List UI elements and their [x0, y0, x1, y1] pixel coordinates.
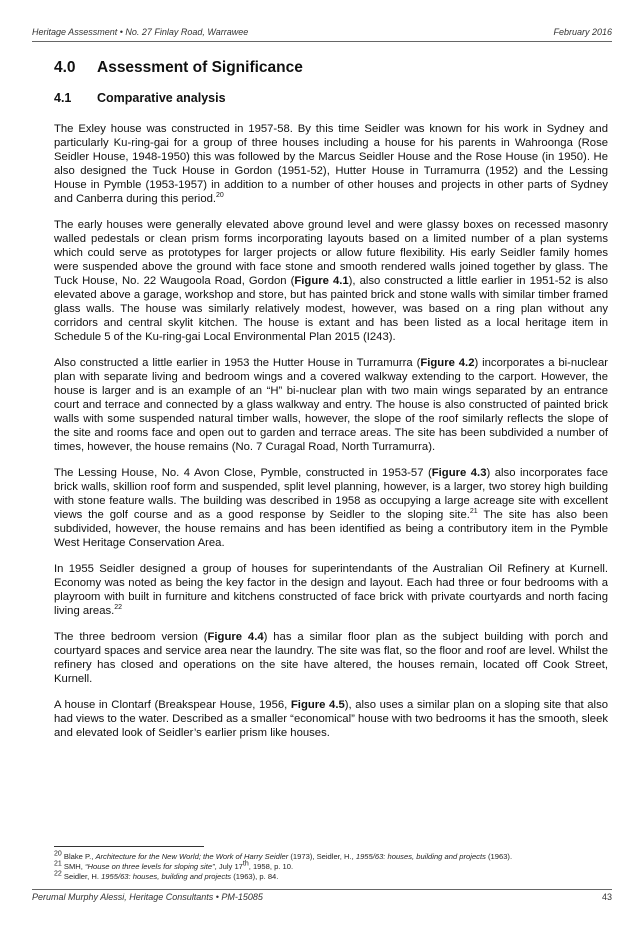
body-text: [54, 122, 608, 752]
footnote-21: $^{21}$ SMH, “House on three levels for sloping site”, July 17th, 1958, p. 10.: [54, 860, 294, 871]
footnote-ref-22: 22: [114, 604, 123, 612]
footnote-20: $^{20}$ Blake P., Architecture for the New World; the Work of Harry Seidler (1973), Seidler, H., 1955/63: houses, building and projects (1963).: [54, 850, 513, 861]
footnote-divider: [54, 846, 204, 847]
header-date: February 2016: [553, 27, 612, 37]
header-title: Heritage Assessment • No. 27 Finlay Road, Warrawee: [32, 27, 249, 37]
subsection-number: 4.1: [54, 91, 72, 105]
paragraph-4: The Lessing House, No. 4 Avon Close, Pymble, constructed in 1953-57 (Figure 4.3) also incorporates face brick walls, skillion roof form and suspended, split level planning, however, is a larger, two storey high building with stone feature walls. The building was described in 1958 as occupying a large acreage site with excellent views the golf course and as a good response by Seidler to the sloping site.$^{21}$ The site has also been subdivided, however, the house remains and has been identified as being a contributory item in the Pymble West Heritage Conservation Area.: [54, 467, 609, 549]
paragraph-3: Also constructed a little earlier in 1953 the Hutter House in Turramurra (Figure 4.2) incorporates a bi-nuclear plan with separate living and bedroom wings and a covered walkway extending to the carport. However, the house is larger and is an example of an “H” bi-nuclear plan with two main wings separated by an entrance court and terrace and connected by a glass walkway and entry. The house is also constructed of painted brick walls with some suspended natural timber walls, however, the slope of the roof similarly reflects the slope of the site and rooms face and open out to garden and terrace areas. The site has been subdivided a number of times, however, the house remains (No. 7 Curagal Road, North Turramurra).: [54, 357, 608, 453]
subsection-heading: [54, 91, 226, 105]
footer-consultant: Perumal Murphy Alessi, Heritage Consultants • PM-15085: [32, 892, 263, 902]
page-number: 43: [601, 892, 612, 902]
footnote-ref-21: 21: [469, 508, 478, 516]
page-footer: [32, 889, 612, 906]
paragraph-5: In 1955 Seidler designed a group of houses for superintendants of the Australian Oil Refinery at Kurnell. Economy was noted as being the key factor in the design and layout. Each had three or four bedrooms with a playroom with built in furniture and kitchens constructed of face brick with private courtyards and north facing living areas.$^{22}$: [54, 563, 608, 617]
section-number: 4.0: [54, 59, 76, 76]
paragraph-7: A house in Clontarf (Breakspear House, 1956, Figure 4.5), also uses a similar plan on a sloping site that also had views to the water. Described as a smaller “economical” house with two bedrooms it has the smooth, sleek and elevated look of Seidler’s earlier prism like houses.: [54, 699, 608, 739]
figure-ref-4-1: Figure 4.1: [294, 275, 349, 287]
footnotes: [54, 852, 614, 882]
section-heading: [54, 59, 303, 77]
paragraph-6: The three bedroom version (Figure 4.4) has a similar floor plan as the subject building with porch and courtyard spaces and service area near the laundry. The site was flat, so the floor and roof are level. Whilst the refinery has closed and operations on the site have altered, the houses remain, located off Cook Street, Kurnell.: [54, 631, 608, 685]
section-title: Assessment of Significance: [97, 59, 303, 76]
figure-ref-4-4: Figure 4.4: [207, 631, 264, 643]
footnote-ref-20: 20: [216, 192, 224, 200]
footnote-22: $^{22}$ Seidler, H. 1955/63: houses, building and projects (1963), p. 84.: [54, 870, 279, 881]
page-header: [32, 27, 612, 42]
figure-ref-4-5: Figure 4.5: [290, 699, 345, 711]
figure-ref-4-2: Figure 4.2: [420, 357, 475, 369]
paragraph-1: The Exley house was constructed in 1957-58. By this time Seidler was known for his work in Sydney and particularly Ku-ring-gai for a group of three houses including a house for his parents in Wahroonga (Rose Seidler House, 1948-1950) this was followed by the Marcus Seidler House and the Rose House (in 1950). He also designed the Tuck House in Gordon (1951-52), Hutter House in Turramurra (1952) and the Lessing House in Pymble (1953-1957) in addition to a number of other houses and projects in other parts of Sydney and Canberra during this period.$^{20}$: [54, 123, 608, 205]
figure-ref-4-3: Figure 4.3: [431, 467, 487, 479]
subsection-title: Comparative analysis: [97, 91, 226, 105]
paragraph-2: The early houses were generally elevated above ground level and were glassy boxes on recessed masonry walled pedestals or clean prism forms incorporating layouts based on a limited number of a plan systems which could serve as prototypes for larger projects or allow future flexibility. His early Seidler family homes were suspended above the ground with face stone and smooth rendered walls joined together by glass. The Tuck House, No. 22 Waugoola Road, Gordon (Figure 4.1), also constructed a little earlier in 1951-52 is also elevated above a garage, workshop and store, but has painted brick and stone walls with similar timber framed glass walls. The house was similarly relatively modest, however, was based on a ring plan without any corridors and central skylit kitchen. The house is extant and has been listed as a local heritage item in Schedule 5 of the Ku-ring-gai Local Environmental Plan 2015 (I243).: [54, 219, 608, 343]
